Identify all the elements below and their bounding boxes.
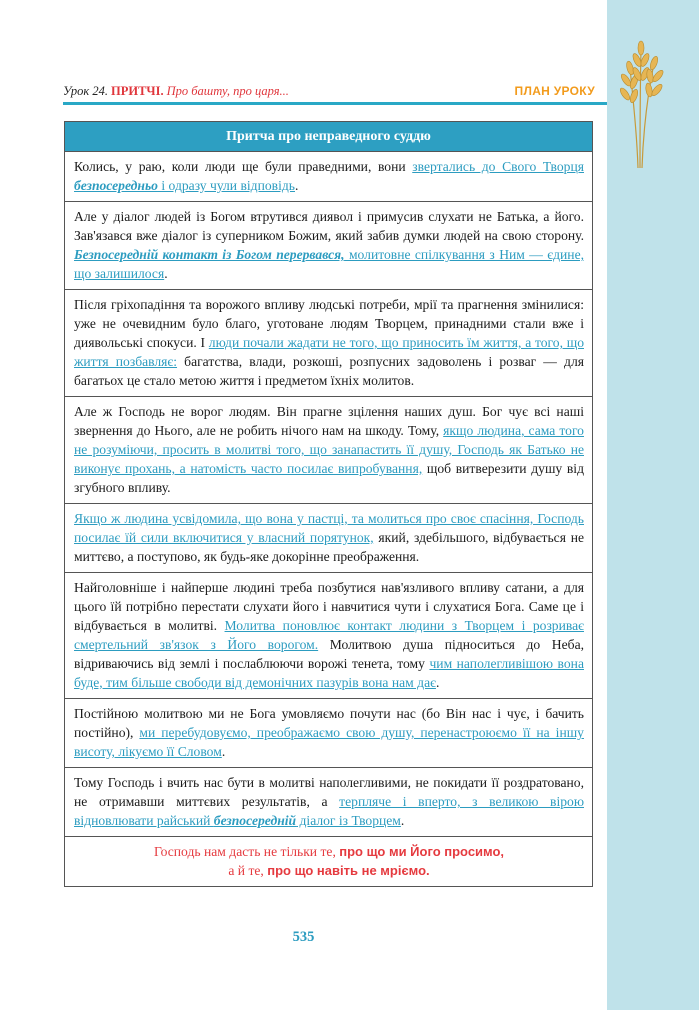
table-cell bbox=[65, 699, 593, 768]
text-plain: який, здебільшого, відбувається не миттєво, а поступово, як будь-яке докорінне преображення. bbox=[74, 530, 585, 564]
text-highlight bbox=[74, 247, 584, 281]
parable-table bbox=[64, 121, 593, 887]
header-left bbox=[63, 83, 289, 99]
text-highlight-part: терпляче і вперто, з великою вірою відновлювати райський bbox=[74, 794, 584, 828]
table-cell bbox=[65, 202, 593, 290]
text-plain: Молитвою душа підноситься до Неба, відриваючись від землі і послаблюючи ворожі тенета, тому bbox=[74, 637, 584, 671]
text-highlight: люди почали жадати не того, що приносить їм життя, а того, що життя позбавляє: bbox=[74, 335, 584, 369]
text-emphasis: Безпосередній контакт із Богом перервався, bbox=[74, 247, 345, 262]
text-plain: щоб витверезити душу від згубного впливу. bbox=[74, 461, 584, 495]
table-row bbox=[65, 290, 593, 397]
text-highlight-part: і одразу чули відповідь bbox=[157, 178, 295, 193]
table-cell bbox=[65, 504, 593, 573]
final-text: Господь нам дасть не тільки те, bbox=[153, 844, 340, 859]
text-plain: Постійною молитвою ми не Бога умовляємо почути нас (бо Він нас і чує, і бачить постійно), bbox=[74, 706, 584, 740]
text-highlight: чим наполегливішою вона буде, тим більше свободи від демонічних пазурів вона нам дає bbox=[74, 656, 584, 690]
table-row bbox=[65, 152, 593, 202]
lesson-topic: ПРИТЧІ. bbox=[111, 84, 164, 98]
header-divider bbox=[63, 102, 607, 105]
table-title: Притча про неправедного суддю bbox=[65, 122, 593, 152]
table-cell bbox=[65, 152, 593, 202]
table-row bbox=[65, 202, 593, 290]
text-highlight-part: діалог із Творцем bbox=[296, 813, 401, 828]
text-plain: Після гріхопадіння та ворожого впливу людські потреби, мрії та прагнення змінилися: уже не очевидним було благо, уготоване людям Творцем, принадними стали вже і диявольські спокуси. І bbox=[74, 297, 584, 350]
table-cell bbox=[65, 768, 593, 837]
lesson-number: Урок 24. bbox=[63, 84, 109, 98]
text-plain: Колись, у раю, коли люди ще були праведними, вони bbox=[74, 159, 413, 174]
text-emphasis: безпосередньо bbox=[74, 178, 158, 193]
table-row bbox=[65, 504, 593, 573]
text-highlight-part: молитовне спілкування з Ним — єдине, що залишилося bbox=[74, 247, 584, 281]
text-plain: Але ж Господь не ворог людям. Він прагне зцілення наших душ. Бог чує всі наші звернення до Нього, але не робить нічого нам на шкоду. Тому, bbox=[74, 404, 584, 438]
table-row bbox=[65, 397, 593, 504]
text-plain: . bbox=[435, 675, 440, 690]
final-cell bbox=[65, 837, 593, 887]
text-emphasis: безпосередній bbox=[213, 813, 297, 828]
text-plain: . bbox=[400, 813, 405, 828]
table-row bbox=[65, 699, 593, 768]
final-text-bold: про що ми Його просимо, bbox=[339, 844, 505, 859]
text-highlight: Якщо ж людина усвідомила, що вона у пастці, та молиться про своє спасіння, Господь посилає їй сили включитися у власний порятунок, bbox=[74, 511, 584, 545]
text-plain: Але у діалог людей із Богом втрутився диявол і примусив слухати не Батька, а його. Зав'язався вже діалог із суперником Божим, який забив думки людей на свою сторону. bbox=[74, 209, 584, 243]
table-cell bbox=[65, 290, 593, 397]
table-cell bbox=[65, 397, 593, 504]
page-header bbox=[63, 83, 595, 99]
table-row bbox=[65, 573, 593, 699]
text-plain: . bbox=[294, 178, 299, 193]
final-text: а й те, bbox=[228, 863, 268, 878]
text-plain: Тому Господь і вчить нас бути в молитві наполегливими, не покидати її роздратовано, не отримавши миттєвих результатів, а bbox=[74, 775, 584, 809]
text-plain: Найголовніше і найперше людині треба позбутися нав'язливого впливу сатани, а для цього їй потрібно перестати слухати його і навчитися чути і слухатися Бога. Саме це і відбувається в молитві. bbox=[74, 580, 584, 633]
wheat-icon bbox=[610, 28, 670, 168]
text-highlight: Молитва поновлює контакт людини з Творцем і розриває смертельний зв'язок з Його ворогом. bbox=[74, 618, 584, 652]
text-highlight: якщо людина, сама того не розуміючи, просить в молитві того, що занапастить її душу, Господь як Батько не виконує прохань, а натомість часто посилає випробування, bbox=[74, 423, 584, 476]
table-cell bbox=[65, 573, 593, 699]
section-label: ПЛАН УРОКУ bbox=[514, 84, 595, 98]
text-highlight: ми перебудовуємо, преображаємо свою душу, перенастроюємо її на іншу висоту, лікуємо її Словом bbox=[74, 725, 584, 759]
text-plain: . bbox=[164, 266, 168, 281]
table-row bbox=[65, 768, 593, 837]
final-text-bold: про що навіть не мріємо. bbox=[267, 863, 430, 878]
text-plain: багатства, влади, розкоші, розпусних задоволень і розваг — для багатьох це стало метою життя і предметом їхніх молитов. bbox=[74, 354, 584, 388]
page-number: 535 bbox=[292, 929, 315, 945]
table-final-row bbox=[65, 837, 593, 887]
text-highlight-part: звертались до Свого Творця bbox=[412, 159, 584, 174]
table-header-row bbox=[65, 122, 593, 152]
lesson-subtitle: Про башту, про царя... bbox=[166, 84, 289, 98]
text-plain: . bbox=[221, 744, 226, 759]
